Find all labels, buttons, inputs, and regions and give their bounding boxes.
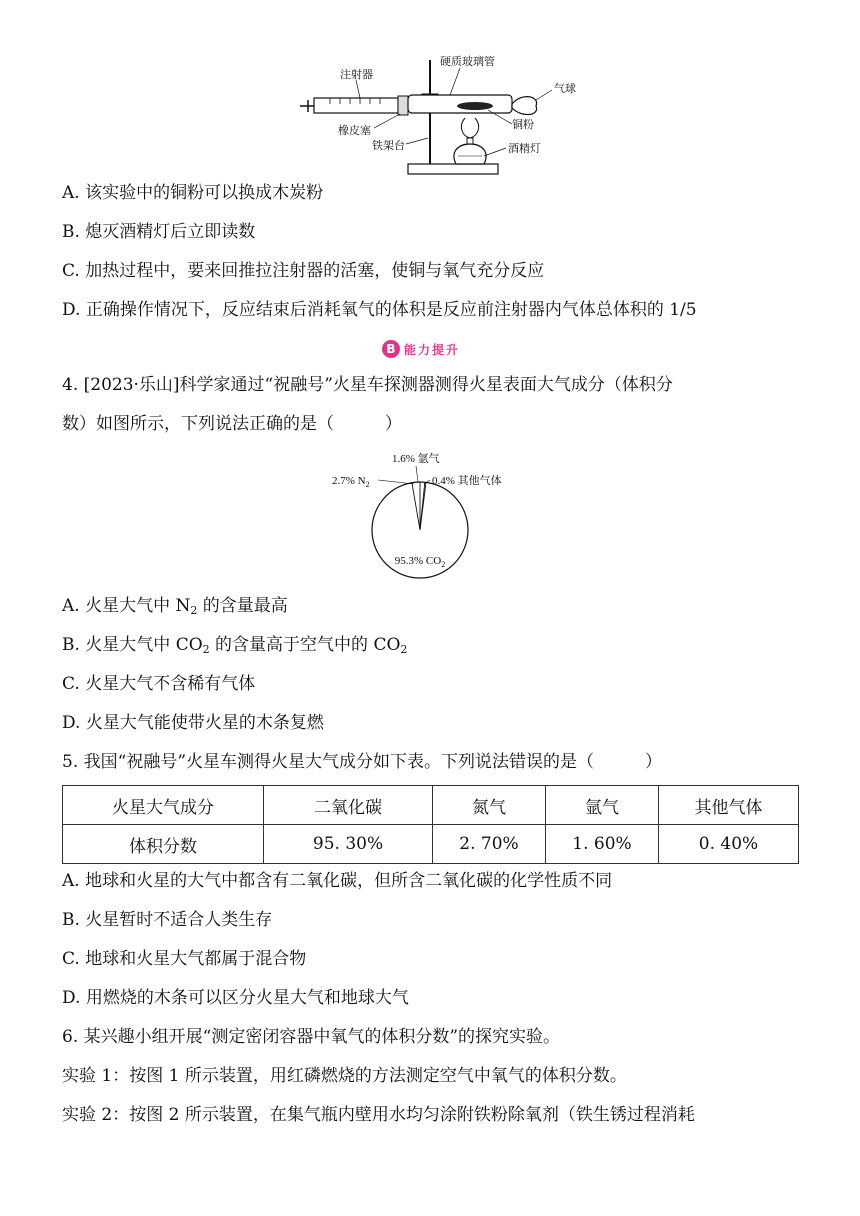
q3-option-c: C. 加热过程中，要来回推拉注射器的活塞，使铜与氧气充分反应 [62, 261, 545, 281]
q4-option-a [62, 594, 288, 618]
q6-experiment-2: 实验 2：按图 2 所示装置，在集气瓶内壁用水均匀涂附铁粉除氧剂（铁生锈过程消耗 [62, 1105, 695, 1125]
table-row [63, 825, 799, 864]
q4-stem-line1: 4. [2023·乐山]科学家通过“祝融号”火星车探测器测得火星表面大气成分（体积分 [62, 375, 673, 395]
mars-atmosphere-table [62, 785, 799, 864]
iron-stand-base [408, 164, 498, 174]
q4-stem-line2: 数）如图所示，下列说法正确的是（ ） [62, 414, 402, 434]
label-copper-powder: 铜粉 [512, 118, 534, 131]
table-cell: 火星大气成分 [63, 786, 264, 825]
section-title: 能力提升 [404, 342, 461, 357]
alcohol-lamp [454, 118, 486, 164]
q4-option-a-tail: 的含量最高 [197, 596, 288, 616]
pie-chart [320, 442, 540, 582]
table-cell: 其他气体 [659, 786, 799, 825]
q5-stem: 5. 我国“祝融号”火星车测得火星大气成分如下表。下列说法错误的是（ ） [62, 752, 663, 772]
syringe [300, 98, 398, 113]
table-header-row [63, 786, 799, 825]
pie-leader-line [416, 466, 418, 482]
q3-option-d: D. 正确操作情况下，反应结束后消耗氧气的体积是反应前注射器内气体总体积的 1/5 [62, 300, 697, 320]
q4-option-b-mid: 的含量高于空气中的 CO [209, 635, 401, 655]
table-cell: 2. 70% [433, 825, 546, 864]
q4-option-b-sub1: 2 [202, 643, 210, 656]
rubber-stopper [398, 96, 408, 115]
q4-option-b-sub2: 2 [400, 643, 408, 656]
q4-option-c: C. 火星大气不含稀有气体 [62, 674, 256, 694]
q5-option-d: D. 用燃烧的木条可以区分火星大气和地球大气 [62, 988, 409, 1008]
q4-option-b-text: B. 火星大气中 CO [62, 635, 203, 655]
balloon [512, 97, 537, 115]
q3-option-a: A. 该实验中的铜粉可以换成木炭粉 [62, 183, 324, 203]
q5-option-c: C. 地球和火星大气都属于混合物 [62, 949, 307, 969]
label-syringe: 注射器 [340, 68, 373, 81]
q6-stem: 6. 某兴趣小组开展“测定密闭容器中氧气的体积分数”的探究实验。 [62, 1027, 561, 1047]
label-iron-stand: 铁架台 [372, 139, 405, 152]
pie-label-argon: 1.6% 氩气 [392, 453, 440, 465]
q4-option-a-sub: 2 [190, 604, 198, 617]
q3-option-b: B. 熄灭酒精灯后立即读数 [62, 222, 256, 242]
hard-glass-tube [408, 95, 512, 113]
table-cell: 二氧化碳 [264, 786, 433, 825]
section-heading [382, 338, 460, 360]
q4-option-b [62, 633, 407, 657]
q5-option-a: A. 地球和火星的大气中都含有二氧化碳，但所含二氧化碳的化学性质不同 [62, 871, 613, 891]
pie-label-other: 0.4% 其他气体 [432, 475, 502, 487]
pie-label-co2: 95.3% $CO_2$ [394, 555, 446, 569]
pie-label-n2: 2.7% $N_2$ [332, 475, 370, 489]
q5-option-b: B. 火星暂时不适合人类生存 [62, 910, 273, 930]
q6-experiment-1: 实验 1：按图 1 所示装置，用红磷燃烧的方法测定空气中氧气的体积分数。 [62, 1066, 627, 1086]
apparatus-diagram [290, 52, 590, 180]
table-cell: 氩气 [546, 786, 659, 825]
label-balloon: 气球 [554, 82, 576, 95]
pie-leader-line [378, 480, 414, 484]
q4-option-a-text: A. 火星大气中 N [62, 596, 191, 616]
table-cell: 体积分数 [63, 825, 264, 864]
label-rubber-stopper: 橡皮塞 [338, 124, 371, 137]
q4-option-d: D. 火星大气能使带火星的木条复燃 [62, 713, 324, 733]
table-cell: 95. 30% [264, 825, 433, 864]
table-cell: 0. 40% [659, 825, 799, 864]
table-cell: 1. 60% [546, 825, 659, 864]
section-badge: B [382, 340, 400, 358]
label-alcohol-lamp: 酒精灯 [508, 142, 541, 155]
table-cell: 氮气 [433, 786, 546, 825]
label-hard-glass-tube: 硬质玻璃管 [440, 55, 495, 68]
